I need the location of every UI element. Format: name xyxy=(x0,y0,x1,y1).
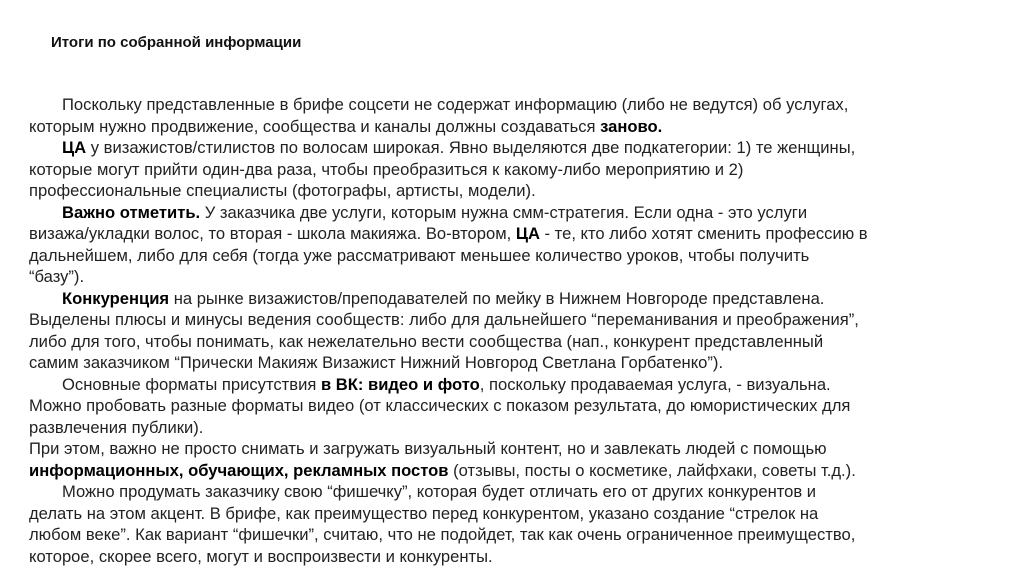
text-span: делать на этом акцент. В брифе, как преимущество перед конкурентом, указано создание “стрелок на xyxy=(29,503,819,523)
slide-title: Итоги по собранной информации xyxy=(51,34,302,51)
text-line xyxy=(29,374,979,396)
text-line xyxy=(29,524,979,546)
text-span: “базу”). xyxy=(29,267,85,286)
text-line xyxy=(29,266,979,288)
text-span: любом веке”. Как вариант “фишечки”, считаю, что не подойдет, так как очень ограниченное преимущество, xyxy=(29,525,856,544)
text-line xyxy=(29,309,979,331)
text-line xyxy=(29,481,979,503)
text-span: У заказчика две услуги, которым нужна смм-стратегия. Если одна - это услуги xyxy=(200,202,808,222)
text-line xyxy=(29,395,979,417)
bold-text: в ВК: видео и фото xyxy=(320,374,480,394)
text-line xyxy=(29,417,979,439)
text-span: развлечения публики). xyxy=(29,417,204,437)
text-span: (отзывы, посты о косметике, лайфхаки, советы т.д.). xyxy=(448,460,856,480)
text-span: которым нужно продвижение, сообщества и каналы должны создаваться xyxy=(29,116,601,136)
text-span: Выделены плюсы и минусы ведения сообществ: либо для дальнейшего “переманивания и преображения”, xyxy=(29,310,859,329)
text-line xyxy=(29,223,979,245)
text-span: Поскольку представленные в брифе соцсети не содержат информацию (либо не ведутся) об услугах, xyxy=(62,95,849,114)
text-span: Можно продумать заказчику свою “фишечку”, которая будет отличать его от других конкурентов и xyxy=(62,482,817,501)
text-span: самим заказчиком “Прически Макияж Визажист Нижний Новгород Светлана Горбатенко”). xyxy=(29,353,724,372)
text-line xyxy=(29,331,979,353)
bold-text: ЦА xyxy=(515,224,540,243)
bold-text: Важно отметить. xyxy=(62,202,201,222)
text-span: При этом, важно не просто снимать и загружать визуальный контент, но и завлекать людей с помощью xyxy=(29,439,827,458)
text-span: визажа/укладки волос, то вторая - школа макияжа. Во-втором, xyxy=(29,224,516,243)
text-line xyxy=(29,352,979,374)
bold-text: Конкуренция xyxy=(62,288,170,308)
text-line xyxy=(29,94,979,116)
body-text xyxy=(29,94,979,567)
text-line xyxy=(29,202,979,224)
text-line xyxy=(29,116,979,138)
text-line xyxy=(29,180,979,202)
text-line xyxy=(29,159,979,181)
text-line xyxy=(29,245,979,267)
text-span: которое, скорее всего, могут и воспроизвести и конкуренты. xyxy=(29,546,493,566)
text-span: профессиональные специалисты (фотографы, артисты, модели). xyxy=(29,181,536,200)
text-line xyxy=(29,288,979,310)
text-span: на рынке визажистов/преподавателей по мейку в Нижнем Новгороде представлена. xyxy=(169,288,825,308)
bold-text: заново. xyxy=(600,116,663,136)
text-line xyxy=(29,460,979,482)
text-line xyxy=(29,546,979,568)
text-span: Основные форматы присутствия xyxy=(62,374,321,394)
text-line xyxy=(29,503,979,525)
text-span: которые могут прийти один-два раза, чтобы преобразиться к какому-либо мероприятию и 2) xyxy=(29,159,744,179)
text-span: , поскольку продаваемая услуга, - визуальна. xyxy=(479,374,831,394)
text-line xyxy=(29,137,979,159)
bold-text: информационных, обучающих, рекламных постов xyxy=(29,460,449,480)
text-span: - те, кто либо хотят сменить профессию в xyxy=(539,224,868,243)
bold-text: ЦА xyxy=(62,138,87,157)
text-line xyxy=(29,438,979,460)
text-span: либо для того, чтобы понимать, как нежелательно вести сообщества (нап., конкурент представленный xyxy=(29,331,824,351)
text-span: Можно пробовать разные форматы видео (от классических с показом результата, до юмористических для xyxy=(29,396,851,415)
text-span: у визажистов/стилистов по волосам широкая. Явно выделяются две подкатегории: 1) те женщины, xyxy=(86,138,856,157)
text-span: дальнейшем, либо для себя (тогда уже рассматривают меньшее количество уроков, чтобы получить xyxy=(29,245,810,265)
